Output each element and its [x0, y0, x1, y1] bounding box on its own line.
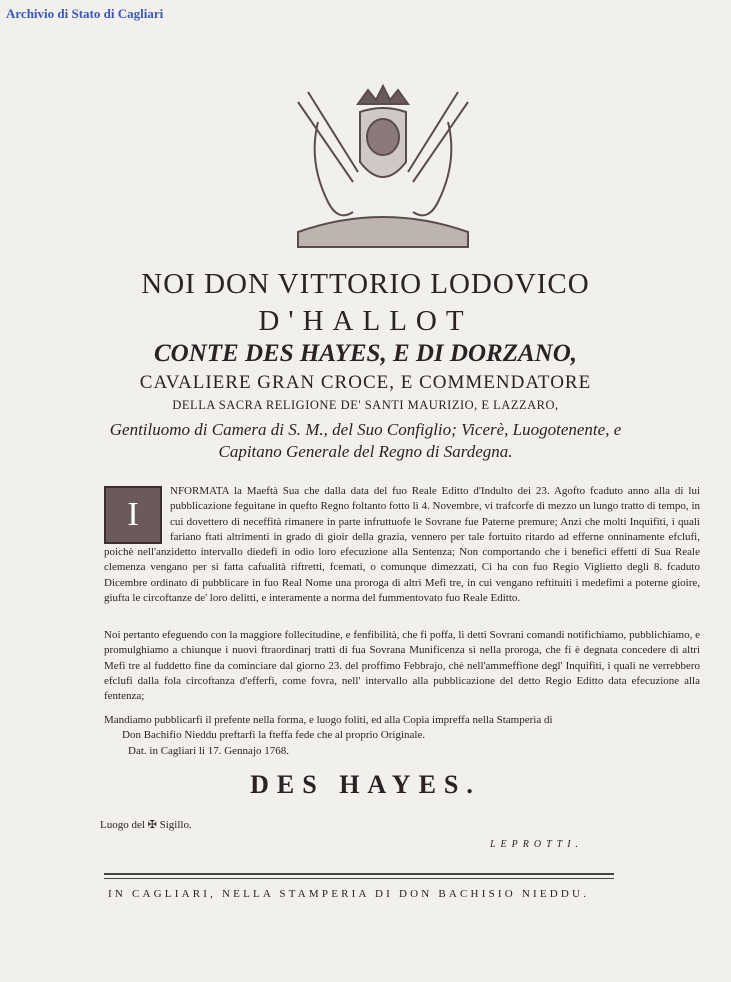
archive-watermark: Archivio di Stato di Cagliari	[6, 6, 164, 21]
seal-place: Luogo del ✠ Sigillo.	[100, 819, 192, 831]
title-line-6: Gentiluomo di Camera di S. M., del Suo Configlio; Vicerè, Luogotenente, e	[109, 420, 622, 439]
countersignature: LEPROTTI.	[490, 839, 584, 850]
ornamental-rule	[104, 873, 614, 879]
drop-cap: I	[104, 486, 162, 544]
paragraph-1-text: NFORMATA la Maeftà Sua che dalla data del fuo Reale Editto d'Indulto dei 23. Agofto fcaduto anno alla di lui pubblicazione feguitane in quefto Regno foltanto fotto li 4. Novembre, vi trafcorfe di mezzo un lungo tratto di tempo, in cui dovettero di neceffità rimanere in parte infruttuofe le Sovrane fue Paterne premure; Anzi che molti Inquifiti, i quali fariano ftati altrimenti in grado di gioir della grazia, vennero per tale fortuito ritardo ad efferne onninamente efclufi, poichè nell'anzidetto intervallo diedefi in odio loro efecuzione alla Sentenza; Non comportando che i benefici effetti di Sua Reale clemenza vengano per sì fatta cafualità riftretti, fcemati, o comunque dimezzati, Ci ha con fuo Regio Viglietto degli 8. fcaduto Dicembre ordinato di pubblicare in fuo Real Nome una proroga di altri Mefi tre, in cui vengano reftituiti i medefimi a poterne gioire, giufta le circoftanze de' loro delitti, e interamente a norma del fummentovato fuo Reale Editto.	[104, 485, 700, 605]
paragraph-3-line-2: Don Bachifio Nieddu preftarfi la fteffa fede che al proprio Originale.	[122, 729, 426, 742]
title-line-5: DELLA SACRA RELIGIONE DE' SANTI MAURIZIO, E LAZZARO,	[172, 398, 559, 412]
paragraph-3	[104, 713, 700, 759]
title-line-4: CAVALIERE GRAN CROCE, E COMMENDATORE	[139, 372, 592, 393]
title-line-3: CONTE DES HAYES, E DI DORZANO,	[154, 340, 577, 367]
title-line-2: D'HALLOT	[258, 305, 473, 337]
paragraph-3-line-1: Mandiamo pubblicarfi il prefente nella forma, e luogo foliti, ed alla Copia impreffa nella Stamperìa di	[104, 714, 553, 726]
date-line: Dat. in Cagliari li 17. Gennajo 1768.	[128, 744, 289, 757]
paragraph-2: Noi pertanto efeguendo con la maggiore follecitudine, e fenfibilità, che fi poffa, li detti Sovrani comandi notifichiamo, pubblichiamo, e promulghiamo a chiunque i nuovi ftraordinarj tratti di fua Sovrana Munificenza sì nella proroga, che fi è degnata concedere di altri Mefi tre al fuddetto fine da cominciare dal giorno 23. del proffimo Febbrajo, chè nell'ammeffione degl' Inquifiti, i quali ne verrebbero efclufi dalla fola circoftanza d'efferfi, come fovra, nell' intervallo alla pubblicazione del detto Regio Editto data efecuzione alla fentenza;	[104, 629, 700, 703]
printer-imprint: IN CAGLIARI, NELLA STAMPERIA DI DON BACHISIO NIEDDU.	[108, 888, 590, 900]
paragraph-1	[104, 484, 700, 606]
signature: DES HAYES.	[250, 770, 481, 799]
coat-of-arms-image	[278, 82, 488, 252]
title-line-1: NOI DON VITTORIO LODOVICO	[141, 268, 590, 300]
title-line-7: Capitano Generale del Regno di Sardegna.	[218, 442, 513, 461]
